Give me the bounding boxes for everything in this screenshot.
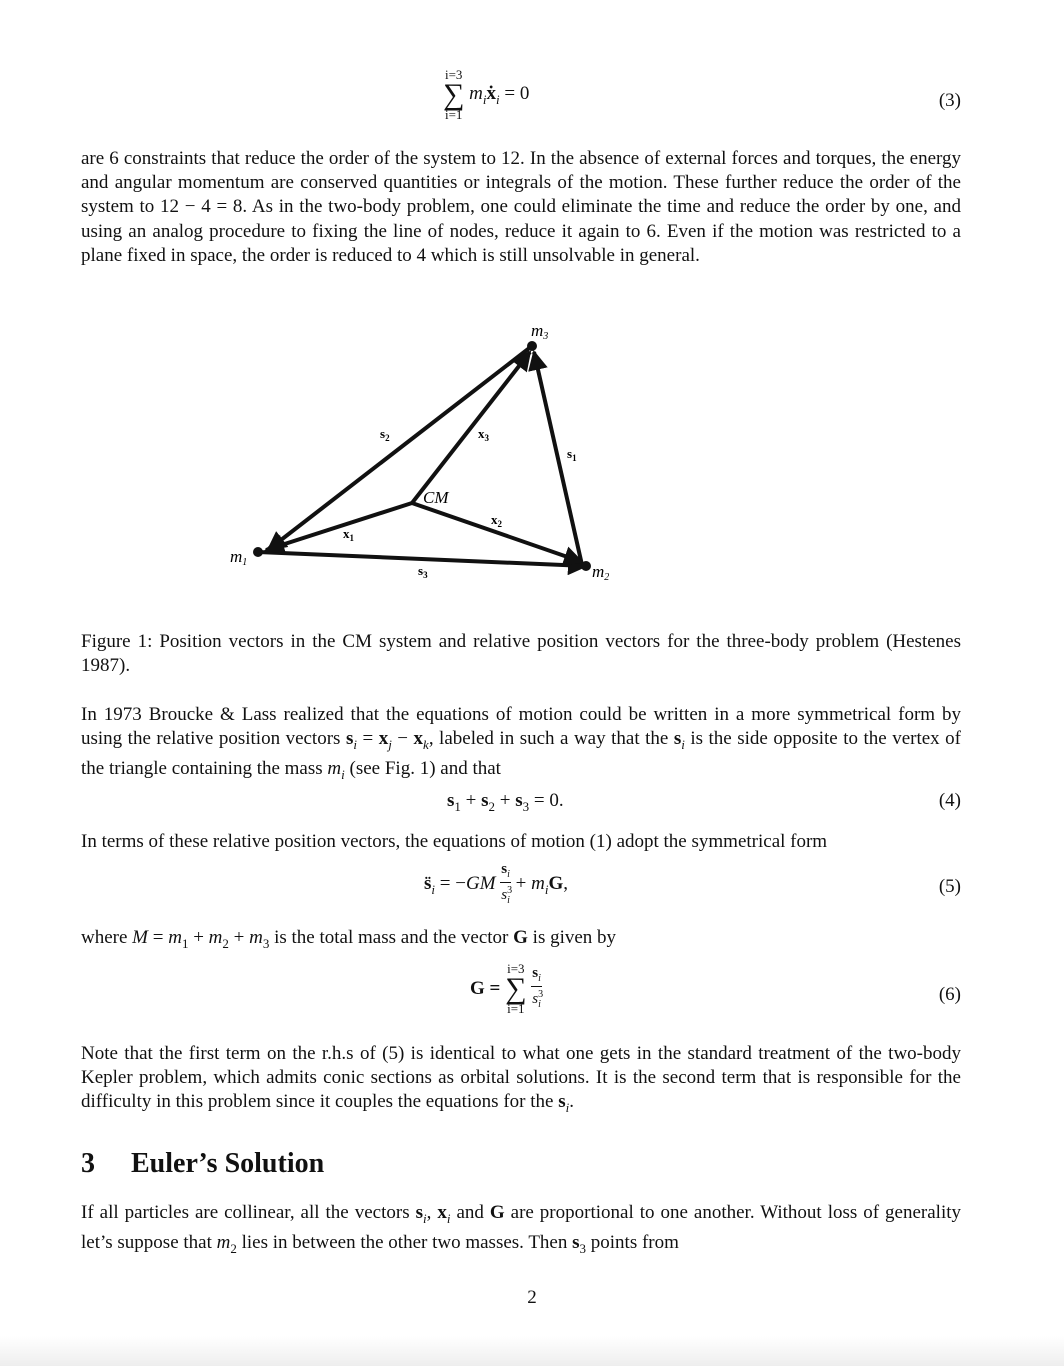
paragraph-collinear: If all particles are collinear, all the vectors $s_i$, $x_i$ and G are proportional to one another. Without loss of generality let’s suppose that $m_2$ lies in between the other two masses. Then $s_3$ points from	[81, 1202, 962, 1256]
label-m2: m2	[592, 562, 610, 583]
figure-caption: Figure 1: Position vectors in the CM system and relative position vectors for the three-body problem (Hestenes 1987).	[81, 631, 961, 677]
label-cm: CM	[423, 488, 449, 507]
mass-point-m2	[581, 561, 591, 571]
label-x1: $x_1$	[343, 526, 354, 543]
page-bottom-shade	[0, 1336, 1064, 1366]
fraction: $\frac{s_i}{s^3_i}$	[501, 861, 513, 906]
label-s1: $s_1$	[567, 446, 577, 463]
equation-number: (4)	[938, 790, 961, 811]
figure-three-body-diagram	[0, 300, 1064, 620]
section-heading	[81, 1148, 324, 1180]
label-s2: $s_2$	[380, 426, 390, 443]
equation-6: G = i=3 ∑ i=1 $\frac{s_i}{s^3_i}$ (6)	[470, 961, 961, 1016]
mass-point-m3	[527, 341, 537, 351]
label-s3: $s_3$	[418, 563, 428, 580]
vector-x1	[266, 503, 412, 550]
section-title: Euler’s Solution	[131, 1148, 325, 1179]
label-x3: $x_3$	[478, 426, 489, 443]
label-m1: m1	[230, 547, 248, 568]
section-number: 3	[81, 1148, 95, 1179]
page-number: 2	[527, 1287, 537, 1308]
paragraph-total-mass: where $M = m_1 + m_2 + m_3$ is the total mass and the vector G is given by	[81, 927, 617, 951]
equation-number: (3)	[938, 90, 961, 111]
summation-symbol: i=3 ∑ i=1	[505, 961, 527, 1016]
paragraph-constraints: are 6 constraints that reduce the order of the system to 12. In the absence of external forces and torques, the energy and angular momentum are conserved quantities or integrals of the motion. These further reduce the order of the system to 12 − 4 = 8. As in the two-body problem, one could eliminate the time and reduce the order by one, and using an analog procedure to fixing the line of nodes, reduce it again to 6. Even if the motion was restricted to a plane fixed in space, the order is reduced to 4 which is still unsolvable in general.	[81, 148, 961, 266]
summation-symbol: i=3 ∑ i=1	[443, 67, 465, 122]
label-x2: $x_2$	[491, 512, 502, 529]
paragraph-symmetrical-form: In terms of these relative position vectors, the equations of motion (1) adopt the symmetrical form	[81, 831, 828, 852]
equation-4: $s_1 + s_2 + s_3 = 0$. (4)	[447, 790, 961, 814]
paragraph-kepler-note: Note that the first term on the r.h.s of (5) is identical to what one gets in the standard treatment of the two-body Kepler problem, which admits conic sections as orbital solutions. It is the second term that is responsible for the difficulty in this problem since it couples the equations for the $s_i$.	[81, 1043, 961, 1116]
paragraph-broucke-lass: In 1973 Broucke & Lass realized that the equations of motion could be written in a more symmetrical form by using the relative position vectors $s_i = x_j - x_k$, labeled in such a way that the $s_i$ is the side opposite to the vertex of the triangle containing the mass $m_i$ (see Fig. 1) and that	[81, 704, 961, 782]
equation-number: (5)	[938, 876, 961, 897]
mass-point-m1	[253, 547, 263, 557]
fraction: $\frac{s_i}{s^3_i}$	[532, 965, 544, 1010]
equation-5: $s̈_i = -GM$ $\frac{s_i}{s^3_i}$ + $m_iG$, (5)	[424, 861, 961, 906]
equation-3: i=3 ∑ i=1 $m_iẋ_i = 0$ (3)	[443, 67, 961, 122]
label-m3: m3	[531, 321, 549, 342]
equation-number: (6)	[938, 984, 961, 1005]
